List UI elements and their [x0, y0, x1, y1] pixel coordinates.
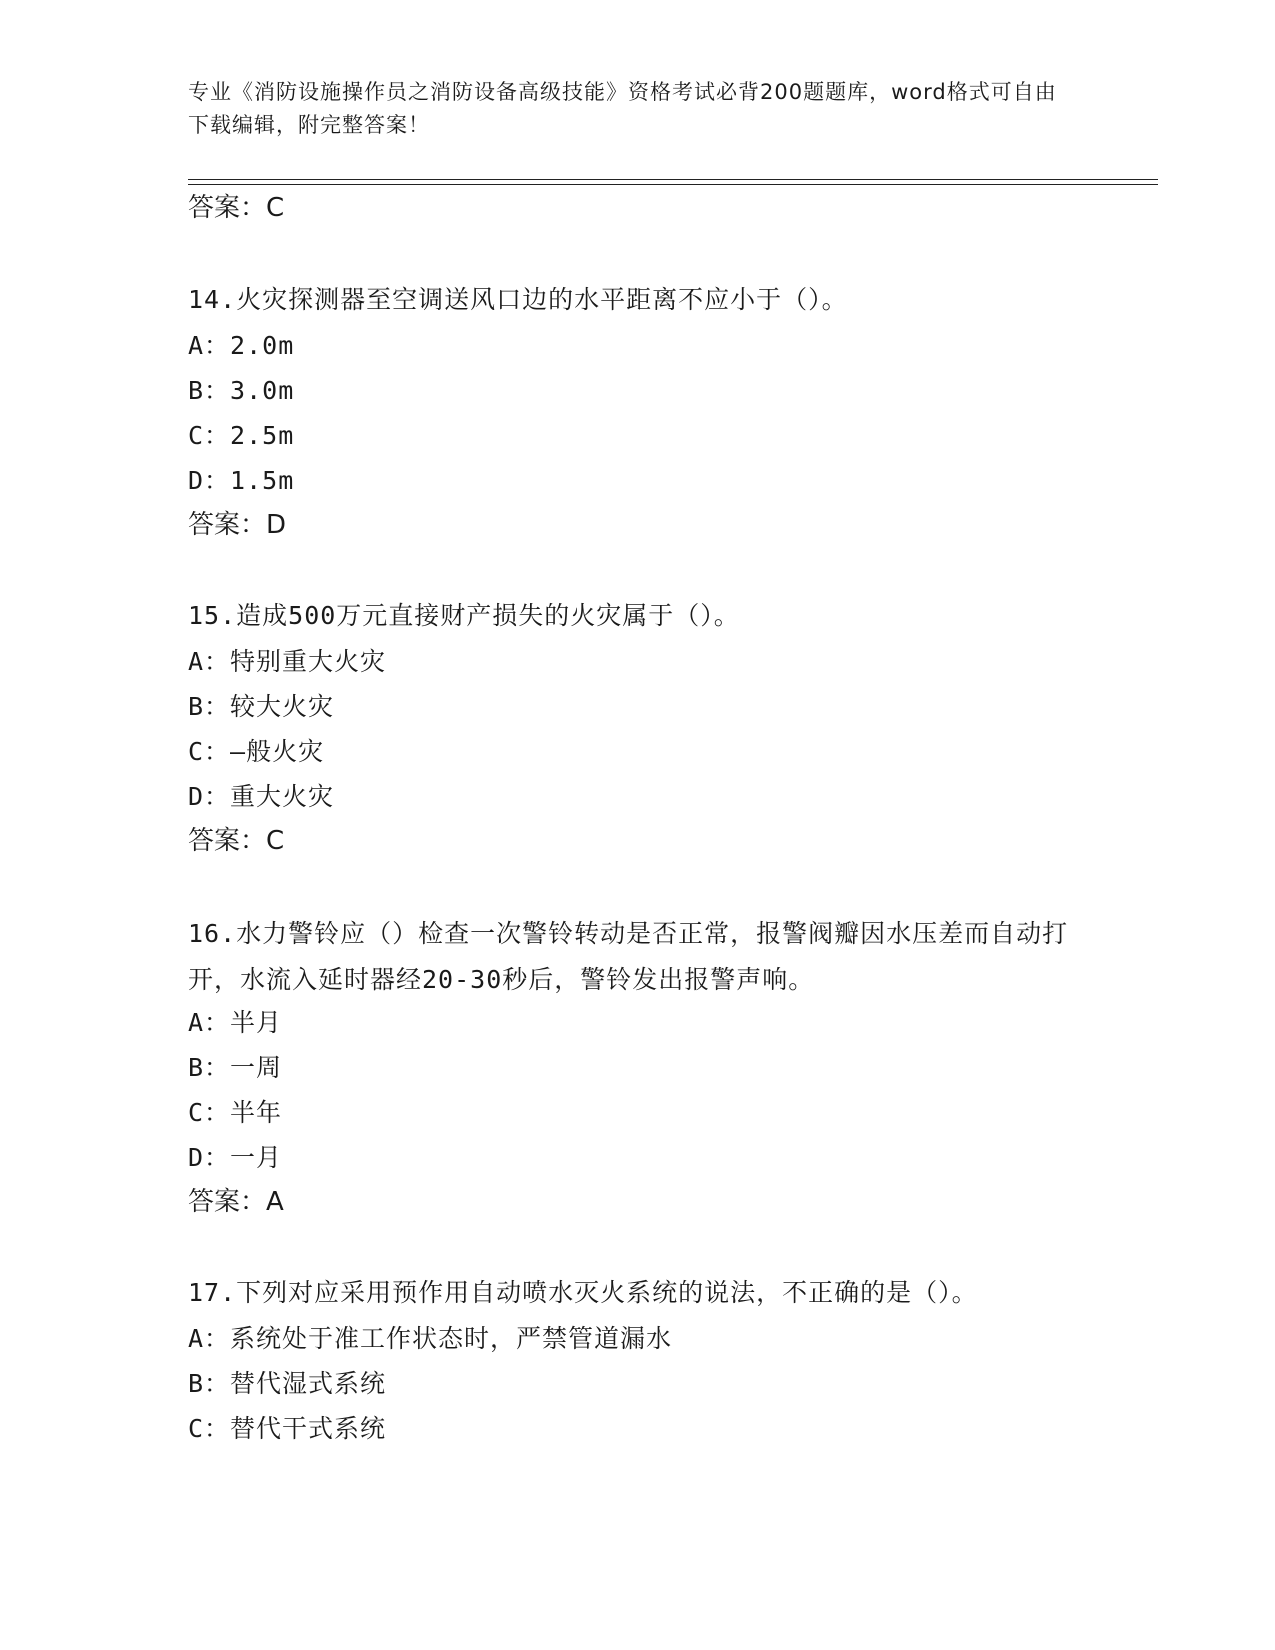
- q15-option-d: D：重大火灾: [188, 782, 335, 811]
- q15-option-c: C：—般火灾: [188, 737, 325, 766]
- q14-answer: 答案：D: [188, 510, 287, 540]
- q14-option-d: D：1.5m: [188, 466, 295, 495]
- q17-option-a: A：系统处于准工作状态时，严禁管道漏水: [188, 1324, 673, 1353]
- q15-option-b: B：较大火灾: [188, 692, 335, 721]
- q16-option-b: B：一周: [188, 1053, 283, 1082]
- q14-option-a: A：2.0m: [188, 331, 295, 360]
- header-divider-top: [188, 179, 1158, 180]
- question-17: 17.下列对应采用预作用自动喷水灭火系统的说法，不正确的是（）。: [188, 1278, 978, 1307]
- q16-option-c: C：半年: [188, 1098, 283, 1127]
- q17-option-b: B：替代湿式系统: [188, 1369, 387, 1398]
- q17-option-c: C：替代干式系统: [188, 1414, 387, 1443]
- q15-answer: 答案：C: [188, 826, 285, 856]
- q16-option-a: A：半月: [188, 1008, 283, 1037]
- q16-answer: 答案：A: [188, 1187, 284, 1217]
- question-16: 16.水力警铃应（）检查一次警铃转动是否正常，报警阀瓣因水压差而自动打开，水流入延时器经20-30秒后，警铃发出报警声响。: [188, 919, 1069, 994]
- previous-answer: 答案：C: [188, 193, 285, 223]
- question-14: 14.火灾探测器至空调送风口边的水平距离不应小于（）。: [188, 285, 848, 314]
- header-divider-bottom: [188, 184, 1158, 185]
- q16-option-d: D：一月: [188, 1143, 283, 1172]
- q14-option-b: B：3.0m: [188, 376, 295, 405]
- question-15: 15.造成500万元直接财产损失的火灾属于（）。: [188, 601, 740, 630]
- q15-option-a: A：特别重大火灾: [188, 647, 387, 676]
- q14-option-c: C：2.5m: [188, 421, 295, 450]
- document-header: 专业《消防设施操作员之消防设备高级技能》资格考试必背200题题库，word格式可自由下载编辑，附完整答案！: [188, 80, 1057, 137]
